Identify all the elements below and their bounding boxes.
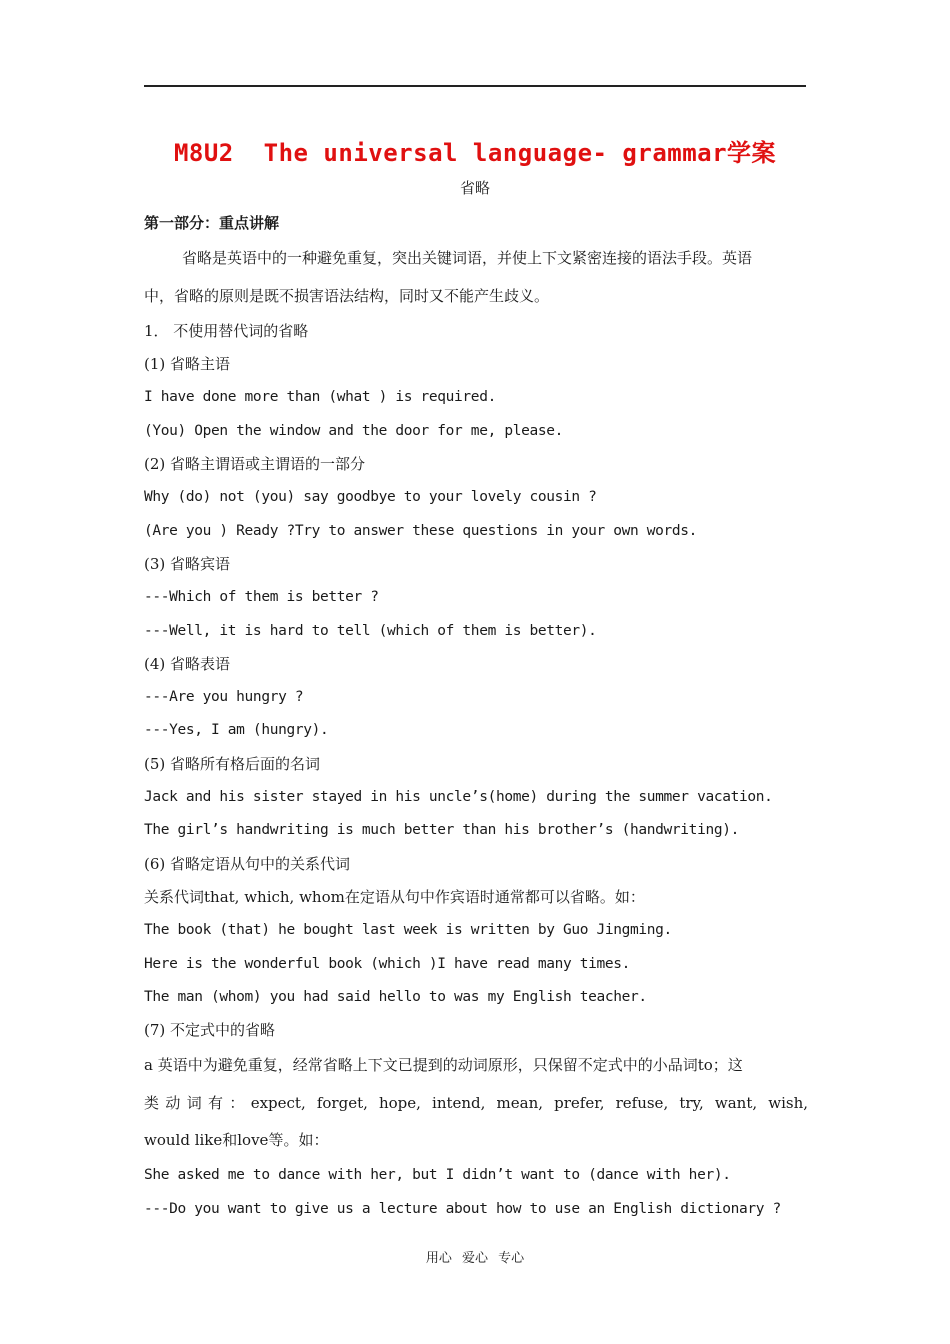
example-sentence: She asked me to dance with her, but I didn’t want to (dance with her). bbox=[144, 1167, 731, 1184]
example-sentence: ---Well, it is hard to tell (which of them is better). bbox=[144, 622, 597, 639]
intro-paragraph-line-1: 省略是英语中的一种避免重复，突出关键词语，并使上下文紧密连接的语法手段。英语 bbox=[182, 249, 753, 268]
example-sentence: ---Yes, I am (hungry). bbox=[144, 722, 329, 739]
section-heading: 第一部分：重点讲解 bbox=[144, 214, 280, 232]
subheading-omit-possessive-noun: (5) 省略所有格后面的名词 bbox=[144, 754, 321, 773]
example-sentence: The man (whom) you had said hello to was my English teacher. bbox=[144, 988, 647, 1005]
example-sentence: (You) Open the window and the door for me, please. bbox=[144, 422, 563, 439]
page-subtitle: 省略 bbox=[459, 179, 490, 197]
example-sentence: Here is the wonderful book (which )I have read many times. bbox=[144, 955, 631, 972]
document-body bbox=[144, 207, 808, 1226]
example-sentence: Why (do) not (you) say goodbye to your lovely cousin ? bbox=[144, 489, 597, 506]
page-title: M8U2 The universal language- grammar学案 bbox=[173, 139, 777, 167]
example-sentence: I have done more than (what ) is required. bbox=[144, 389, 496, 406]
note-relative-pronoun: 关系代词that, which, whom在定语从句中作宾语时通常都可以省略。如： bbox=[144, 887, 645, 906]
point-heading-1: 1． 不使用替代词的省略 bbox=[144, 321, 309, 340]
subheading-omit-subject-predicate: (2) 省略主谓语或主谓语的一部分 bbox=[144, 455, 366, 474]
note-infinitive-line-1: a 英语中为避免重复，经常省略上下文已提到的动词原形，只保留不定式中的小品词to；这 bbox=[144, 1056, 743, 1075]
example-sentence: ---Do you want to give us a lecture about how to use an English dictionary ? bbox=[144, 1200, 781, 1217]
example-sentence: ---Are you hungry ? bbox=[144, 689, 304, 706]
example-sentence: The girl’s handwriting is much better than his brother’s (handwriting). bbox=[144, 822, 739, 839]
note-infinitive-line-2: 类动词有：expect, forget, hope, intend, mean, prefer, refuse, try, want, wish, bbox=[144, 1093, 808, 1112]
page-footer: 用心 爱心 专心 bbox=[425, 1251, 525, 1266]
subheading-omit-subject: (1) 省略主语 bbox=[144, 355, 231, 374]
example-sentence: (Are you ) Ready ?Try to answer these questions in your own words. bbox=[144, 522, 698, 539]
subheading-omit-predicative: (4) 省略表语 bbox=[144, 654, 231, 673]
intro-paragraph-line-2: 中，省略的原则是既不损害语法结构，同时又不能产生歧义。 bbox=[144, 286, 550, 305]
example-sentence: The book (that) he bought last week is written by Guo Jingming. bbox=[144, 922, 672, 939]
header-rule bbox=[144, 85, 806, 87]
subheading-omit-relative-pronoun: (6) 省略定语从句中的关系代词 bbox=[144, 854, 351, 873]
subheading-omit-infinitive: (7) 不定式中的省略 bbox=[144, 1021, 276, 1040]
example-sentence: ---Which of them is better ? bbox=[144, 589, 379, 606]
subheading-omit-object: (3) 省略宾语 bbox=[144, 554, 231, 573]
note-infinitive-line-3: would like和love等。如： bbox=[144, 1131, 329, 1150]
example-sentence: Jack and his sister stayed in his uncle’s(home) during the summer vacation. bbox=[144, 789, 773, 806]
